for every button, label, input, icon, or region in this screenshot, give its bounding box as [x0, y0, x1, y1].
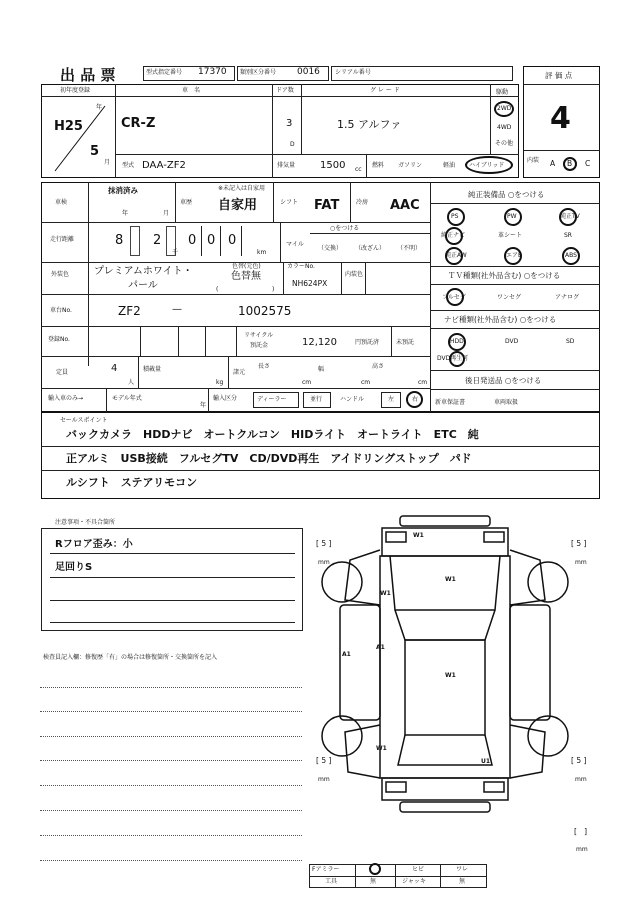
- height-cm: cm: [418, 379, 428, 386]
- load-unit: kg: [216, 379, 224, 386]
- mileage-unknown: （不明）: [397, 245, 422, 252]
- color-value-line2: パール: [128, 280, 158, 291]
- option-dvd-play: DVD再生可: [437, 355, 469, 362]
- option-ps: PS: [451, 213, 459, 220]
- option-genuine-tv: 純正TV: [560, 213, 580, 220]
- first-reg-month: 5: [90, 144, 100, 159]
- shift-value: FAT: [314, 198, 340, 213]
- damage-mark: W1: [376, 745, 387, 752]
- date-slash: [50, 96, 110, 176]
- recycle-value: 12,120: [302, 337, 337, 348]
- mileage-label: 走行距離: [50, 236, 75, 243]
- sales-points-line: ルシフト ステアリモコン: [66, 476, 198, 489]
- capacity-value: 4: [111, 363, 118, 374]
- score-label: 評 価 点: [545, 71, 573, 80]
- doors-value: 3: [286, 118, 293, 129]
- table-tools-label: 工具: [325, 878, 338, 885]
- damage-mark: A1: [342, 651, 351, 658]
- mileage-digit: 2: [153, 233, 162, 248]
- color-change-value: 色替無: [231, 271, 261, 282]
- fuel-gas: ガソリン: [398, 162, 423, 169]
- ac-label: 冷房: [356, 199, 369, 206]
- table-col3: ワレ: [456, 866, 469, 873]
- damage-mark: A1: [376, 644, 385, 651]
- model-value: DAA-ZF2: [142, 160, 186, 171]
- later-title: 後日発送品 ○をつける: [465, 376, 542, 385]
- tread-rl: [ 5 ]: [316, 756, 332, 765]
- mileage-altered: （改ざん）: [355, 245, 386, 252]
- chassis-dash: —: [172, 304, 182, 315]
- damage-mark: W1: [445, 672, 456, 679]
- first-reg-label: 初年度登録: [60, 87, 91, 94]
- tread-rr: [ 5 ]: [571, 756, 587, 765]
- option-genuine-navi: 純正ナビ: [441, 232, 466, 239]
- car-diagram: [320, 510, 570, 820]
- interior-c: C: [585, 159, 591, 168]
- chassis-number: 1002575: [238, 304, 292, 318]
- mileage-digit: 8: [115, 233, 124, 248]
- width-cm: cm: [361, 379, 371, 386]
- chassis-label: 車台No.: [50, 307, 72, 314]
- parallel-label: 並行: [310, 396, 323, 403]
- paren-close: ): [272, 286, 275, 293]
- option-airbag: エアB: [506, 252, 523, 259]
- table-jack-value: 無: [459, 878, 466, 885]
- category-value: 0016: [297, 67, 320, 77]
- sales-points-label: セールスポイント: [60, 417, 108, 424]
- table-col2: ヒビ: [412, 866, 425, 873]
- mileage-digit: 0: [188, 233, 197, 248]
- tread-fl-unit: mm: [318, 559, 330, 566]
- tread-rl-unit: mm: [318, 776, 330, 783]
- chassis-prefix: ZF2: [118, 304, 141, 318]
- grade-value: 1.5 アルファ: [337, 118, 402, 131]
- dealer-label: ディーラー: [257, 396, 287, 403]
- interior-color-label: 内装色: [345, 271, 364, 278]
- car-name: CR-Z: [121, 116, 156, 131]
- damage-mark: W1: [445, 576, 456, 583]
- usage-value: 自家用: [218, 198, 258, 213]
- recycle-label1: リサイクル: [244, 332, 274, 339]
- mileage-digit: 0: [228, 233, 237, 248]
- option-abs: ABS: [565, 252, 577, 259]
- height-label: 高さ: [372, 363, 385, 370]
- option-analog: アナログ: [555, 294, 580, 301]
- displacement-value: 1500: [320, 160, 346, 171]
- registration-label: 登録No.: [48, 336, 70, 343]
- year-unit: 年: [96, 104, 103, 111]
- capacity-label: 定員: [56, 369, 69, 376]
- mileage-thousand: 千: [172, 249, 179, 256]
- color-value-line1: プレミアムホワイト・: [94, 266, 193, 277]
- form-title: 出 品 票: [60, 66, 116, 84]
- usage-label: 車歴: [180, 199, 193, 206]
- mileage-unit: km: [257, 249, 267, 256]
- recycle-unit: 円預託済: [355, 339, 380, 346]
- model-year-label: モデル年式: [112, 395, 142, 402]
- spare-tread-unit: mm: [576, 846, 588, 853]
- grade-label: グ レ ー ド: [370, 87, 400, 94]
- length-cm: cm: [302, 379, 312, 386]
- option-dvd: DVD: [505, 338, 519, 345]
- fuel-label: 燃料: [372, 162, 385, 169]
- option-manual: 車両取扱: [494, 399, 519, 406]
- notes-line: Rフロア歪み：小: [55, 539, 133, 550]
- mileage-cell: [130, 226, 140, 256]
- option-warranty: 新車保証書: [435, 399, 466, 406]
- doors-label: ドア数: [276, 87, 294, 94]
- dimension-label: 諸元: [233, 369, 246, 376]
- inspector-label: 検査員記入欄：修復歴「有」の場合は修復箇所・交換箇所を記入: [43, 654, 218, 661]
- genuine-title: 純正装備品 ○をつける: [468, 190, 545, 199]
- score-value: 4: [550, 101, 571, 136]
- inspection-value: 抹消済み: [108, 186, 138, 195]
- import-label: 輸入車のみ→: [48, 395, 84, 402]
- displacement-unit: cc: [355, 166, 362, 173]
- sales-points-line: バックカメラ HDDナビ オートクルコン HIDライト オートライト ETC 純: [66, 428, 479, 441]
- width-label: 幅: [318, 366, 325, 373]
- mile-label: マイル: [286, 241, 304, 248]
- mirror-circle: [369, 863, 381, 875]
- tread-rr-unit: mm: [575, 776, 587, 783]
- option-pw: PW: [507, 213, 517, 220]
- right-label: 右: [412, 396, 419, 403]
- car-name-label: 車 名: [182, 87, 201, 94]
- color-label: 外装色: [51, 271, 70, 278]
- interior-label: 内装: [527, 157, 540, 164]
- left-label: 左: [388, 396, 395, 403]
- import-type-label: 輸入区分: [213, 395, 238, 402]
- fuel-hybrid: ハイブリッド: [469, 162, 505, 169]
- recycle-not: 未預託: [396, 339, 415, 346]
- drive-2wd: 2WD: [497, 105, 512, 112]
- ac-value: AAC: [390, 198, 420, 213]
- damage-mark: W1: [413, 532, 424, 539]
- damage-mark: W1: [380, 590, 391, 597]
- inspection-year: 年: [122, 210, 129, 217]
- interior-b: B: [567, 159, 573, 168]
- table-jack-label: ジャッキ: [402, 878, 426, 885]
- option-oneseg: ワンセグ: [497, 294, 522, 301]
- navi-title: ナビ種類(社外品含む) ○をつける: [444, 315, 557, 324]
- interior-a: A: [550, 159, 556, 168]
- paren-open: (: [216, 286, 219, 293]
- notes-label: 注意事項・不具合箇所: [55, 519, 116, 526]
- sales-points-line: 正アルミ USB接続 フルセグTV CD/DVD再生 アイドリングストップ パド: [66, 452, 472, 465]
- option-sd: SD: [566, 338, 575, 345]
- capacity-unit: 人: [128, 379, 135, 386]
- option-genuine-aw: 純正AW: [445, 252, 467, 259]
- doors-unit: D: [290, 141, 295, 148]
- displacement-label: 排気量: [277, 162, 296, 169]
- model-year-unit: 年: [200, 402, 207, 409]
- load-label: 積載量: [143, 366, 162, 373]
- shift-label: シフト: [280, 199, 299, 206]
- model-designation-label: 型式指定番号: [146, 69, 183, 76]
- tread-fl: [ 5 ]: [316, 539, 332, 548]
- tread-fr-unit: mm: [575, 559, 587, 566]
- tread-fr: [ 5 ]: [571, 539, 587, 548]
- option-sr: SR: [564, 232, 572, 239]
- color-change-label: 色替(元色): [232, 263, 261, 270]
- mileage-mark-instruction: ○をつける: [330, 225, 360, 232]
- model-designation-value: 17370: [198, 67, 227, 77]
- mileage-exchanged: （交換）: [318, 245, 343, 252]
- inspection-month: 月: [163, 210, 170, 217]
- damage-mark: U1: [481, 758, 491, 765]
- serial-label: シリアル番号: [335, 69, 371, 76]
- drive-4wd: 4WD: [497, 124, 512, 131]
- first-reg-year: H25: [54, 119, 83, 134]
- color-code-label: カラーNo.: [287, 263, 315, 270]
- month-unit: 月: [104, 159, 111, 166]
- mileage-digit: 0: [207, 233, 216, 248]
- model-label: 型式: [122, 162, 135, 169]
- recycle-label2: 預託金: [250, 342, 269, 349]
- option-hdd: HDD: [450, 338, 464, 345]
- option-fullseg: フルセグ: [442, 294, 466, 301]
- length-label: 長さ: [258, 363, 271, 370]
- usage-note: ※未記入は自家用: [218, 185, 266, 192]
- spare-tread: [ ]: [574, 827, 588, 836]
- inspection-label: 車検: [55, 199, 68, 206]
- notes-line: 足回りS: [55, 562, 93, 573]
- table-tools-value: 無: [370, 878, 377, 885]
- category-label: 類別区分番号: [240, 69, 277, 76]
- color-code-value: NH624PX: [292, 279, 328, 288]
- drive-label: 駆動: [496, 89, 509, 96]
- table-col1: Fアミラー: [312, 866, 340, 873]
- tv-title: ＴＶ種類(社外品含む) ○をつける: [448, 271, 561, 280]
- drive-other: その他: [495, 140, 514, 147]
- fuel-diesel: 軽油: [443, 162, 456, 169]
- option-leather: 革シート: [498, 232, 523, 239]
- handle-label: ハンドル: [340, 396, 365, 403]
